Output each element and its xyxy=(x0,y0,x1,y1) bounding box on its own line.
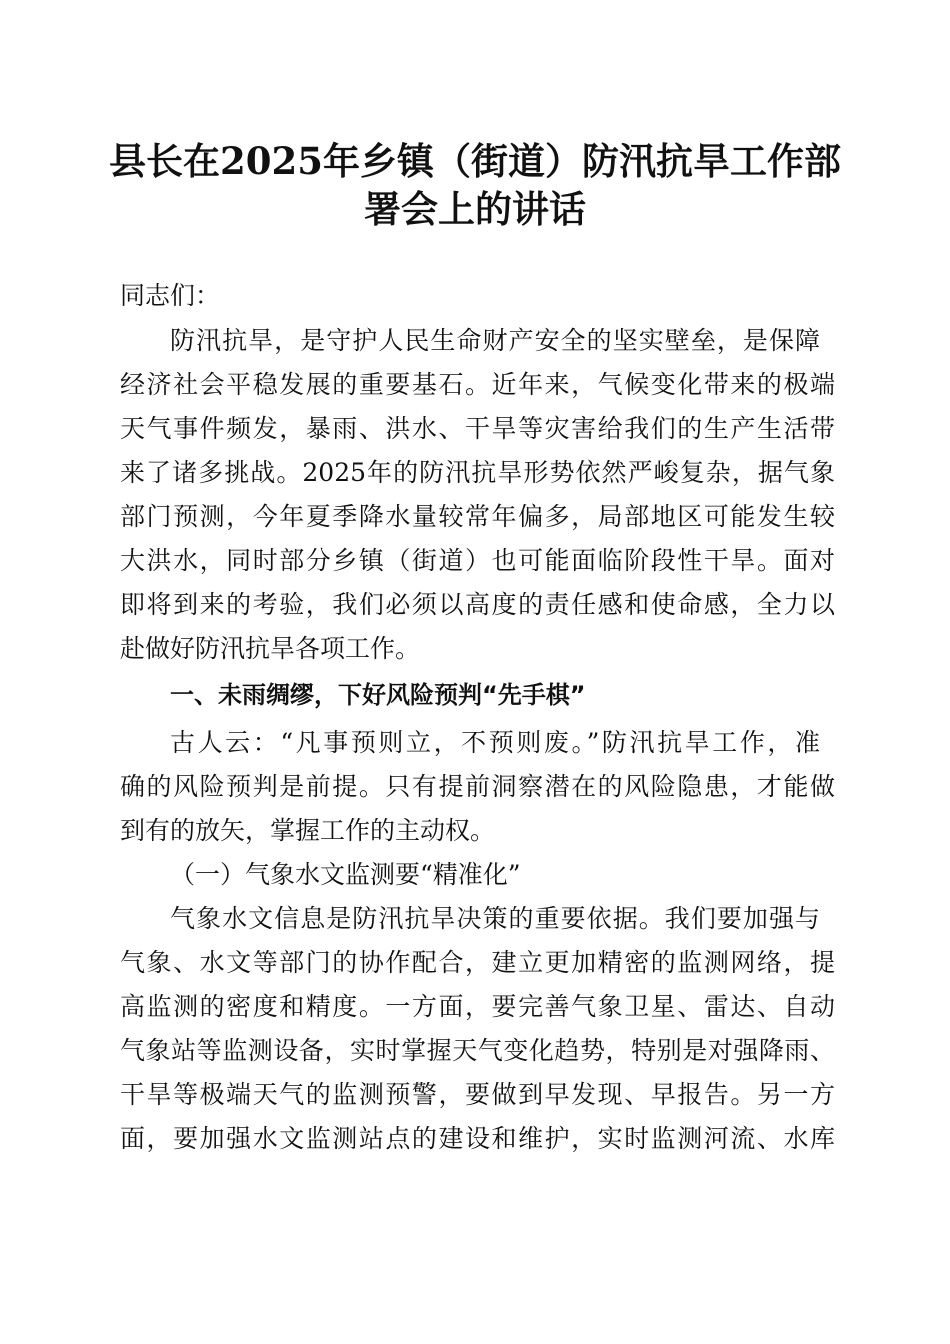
paragraph-line: 天气事件频发，暴雨、洪水、干旱等灾害给我们的生产生活带 xyxy=(120,414,835,443)
paragraph-line: 干旱等极端天气的监测预警，要做到早发现、早报告。另一方 xyxy=(120,1080,835,1109)
paragraph-line: 面，要加强水文监测站点的建设和维护，实时监测河流、水库 xyxy=(120,1124,835,1153)
subsection-heading-1: （一）气象水文监测要“精准化” xyxy=(170,860,521,889)
salutation: 同志们： xyxy=(120,281,221,310)
paragraph-line: 大洪水，同时部分乡镇（街道）也可能面临阶段性干旱。面对 xyxy=(120,546,835,575)
paragraph-line: 气象水文信息是防汛抗旱决策的重要依据。我们要加强与 xyxy=(170,904,820,933)
section-heading-1: 一、未雨绸缪，下好风险预判“先手棋” xyxy=(170,681,586,709)
document-title-line-2: 署会上的讲话 xyxy=(364,187,586,231)
paragraph-line: 到有的放矢，掌握工作的主动权。 xyxy=(120,816,496,845)
document-title-line-1: 县长在2025年乡镇（街道）防汛抗旱工作部 xyxy=(109,139,841,183)
paragraph-line: 气象、水文等部门的协作配合，建立更加精密的监测网络，提 xyxy=(120,948,835,977)
paragraph-line: 确的风险预判是前提。只有提前洞察潜在的风险隐患，才能做 xyxy=(120,772,835,801)
paragraph-line: 部门预测，今年夏季降水量较常年偏多，局部地区可能发生较 xyxy=(120,502,835,531)
paragraph-line: 经济社会平稳发展的重要基石。近年来，气候变化带来的极端 xyxy=(120,370,835,399)
paragraph-line: 气象站等监测设备，实时掌握天气变化趋势，特别是对强降雨、 xyxy=(120,1036,835,1065)
paragraph-line: 古人云：“凡事预则立，不预则废。”防汛抗旱工作，准 xyxy=(170,728,820,757)
paragraph-line: 来了诸多挑战。2025年的防汛抗旱形势依然严峻复杂，据气象 xyxy=(120,458,835,487)
paragraph-line: 赴做好防汛抗旱各项工作。 xyxy=(120,634,421,663)
paragraph-line: 防汛抗旱，是守护人民生命财产安全的坚实壁垒，是保障 xyxy=(170,326,820,355)
paragraph-line: 即将到来的考验，我们必须以高度的责任感和使命感，全力以 xyxy=(120,590,835,619)
paragraph-line: 高监测的密度和精度。一方面，要完善气象卫星、雷达、自动 xyxy=(120,992,835,1021)
